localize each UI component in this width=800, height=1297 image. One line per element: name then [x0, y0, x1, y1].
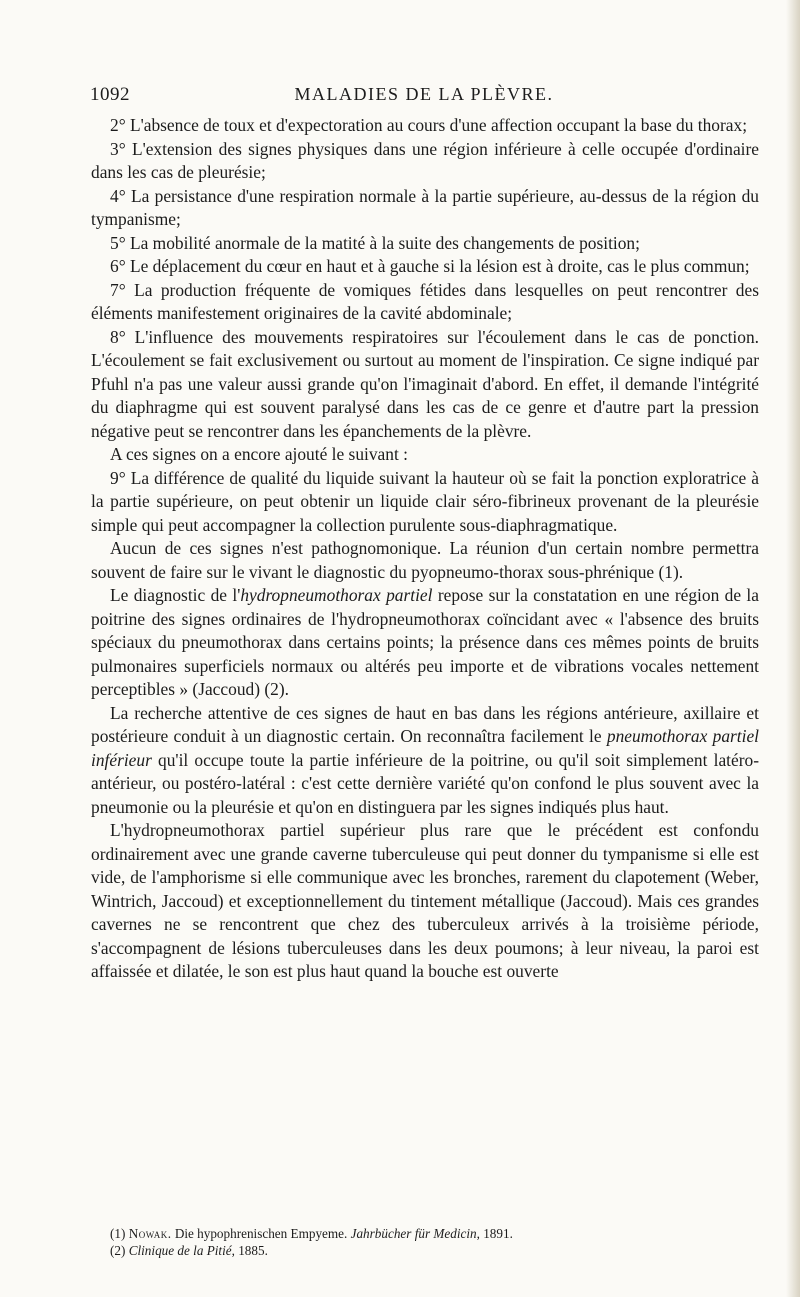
paragraph-diagnostic [91, 584, 759, 702]
term-pneumothorax-partiel-inferieur: pneumothorax partiel inférieur [91, 726, 759, 770]
list-item-5: 5° La mobilité anormale de la matité à la suite des changements de position; [110, 232, 640, 253]
footnote-journal: Clinique de la Pitié [128, 1243, 232, 1258]
paragraph-ajoute: A ces signes on a encore ajouté le suivant : [110, 444, 408, 464]
page-edge-shadow [786, 0, 800, 1297]
footnote-mark-1: (1) [110, 1226, 126, 1241]
paragraph-aucun-text: Aucun de ces signes n'est pathognomonique. La réunion d'un certain nombre permettra souvent de faire sur le vivant le diagnostic du pyopneumo-thorax sous-phrénique [91, 538, 759, 582]
list-item-6: 6° Le déplacement du cœur en haut et à gauche si la lésion est à droite, cas le plus commun; [110, 256, 750, 276]
page-number: 1092 [90, 84, 130, 105]
footnote-author: Nowak. [128, 1226, 172, 1241]
paragraph-recherche-text-b: qu'il occupe toute la partie inférieure de la poitrine, ou qu'il soit simplement latéro-antérieur, ou postéro-latéral : c'est cette dernière variété qu'on confond le plus souvent avec la pneumonie ou la pleurésie et qu'on en distinguera par les signes indiqués plus haut. [91, 749, 759, 817]
footnote-ref-1: (1). [658, 561, 684, 582]
body-text [91, 114, 759, 984]
list-item-2: 2° L'absence de toux et d'expectoration au cours d'une affection occupant la base du thorax; [110, 115, 748, 135]
footnote-1 [91, 1225, 759, 1242]
list-item-9: 9° La différence de qualité du liquide suivant la hauteur où se fait la ponction exploratrice à la partie supérieure, on peut obtenir un liquide clair séro-fibrineux provenant de la pleurésie simple qui peut accompagner la collection purulente sous-diaphragmatique. [91, 467, 759, 535]
footnote-1-year: , 1891. [476, 1226, 513, 1241]
footnote-2 [91, 1242, 759, 1259]
paragraph-diagnostic-text-b: repose sur la constatation en une région de la poitrine des signes ordinaires de l'hydropneumothorax coïncidant avec « l'absence des bruits spéciaux du pneumothorax dans certains points; la présence dans ces mêmes points de bruits pulmonaires superficiels normaux ou altérés peu importe et de vibrations vocales nettement perceptibles » (Jaccoud) [91, 585, 759, 699]
paragraph-recherche [91, 702, 759, 820]
paragraph-aucun [91, 537, 759, 584]
list-item-7: 7° La production fréquente de vomiques fétides dans lesquelles on peut rencontrer des éléments manifestement originaires de la cavité abdominale; [91, 279, 759, 323]
footnote-mark-2: (2) [110, 1243, 126, 1258]
footnotes [91, 1225, 759, 1259]
list-item-8: 8° L'influence des mouvements respiratoires sur l'écoulement dans le cas de ponction. L'écoulement se fait exclusivement ou surtout au moment de l'inspiration. Ce signe indiqué par Pfuhl n'a pas une valeur aussi grande qu'on l'imaginait d'abord. En effet, il demande l'intégrité du diaphragme qui est souvent paralysé dans les cas de ce genre et d'autre part la pression négative peut se rencontrer dans les épanchements de la plèvre. [91, 326, 759, 441]
paragraph-superieur: L'hydropneumothorax partiel supérieur plus rare que le précédent est confondu ordinairement avec une grande caverne tuberculeuse qui peut donner du tympanisme si elle est vide, de l'amphorisme si elle communique avec les bronches, rarement du clapotement (Weber, Wintrich, Jaccoud) et exceptionnellement du tintement métallique (Jaccoud). Mais ces grandes cavernes ne se rencontrent que chez des tuberculeux arrivés à la troisième période, s'accompagnent de lésions tuberculeuses dans les deux poumons; à leur niveau, la paroi est affaissée et dilatée, le son est plus haut quand la bouche est ouverte [91, 820, 759, 981]
footnote-2-year: , 1885. [231, 1243, 268, 1258]
list-item-4: 4° La persistance d'une respiration normale à la partie supérieure, au-dessus de la région du tympanisme; [91, 185, 759, 229]
footnote-1-title: Die hypophrenischen Empyeme. [171, 1226, 351, 1241]
paragraph-diagnostic-text-a: Le diagnostic de l' [110, 585, 241, 605]
running-title: MALADIES DE LA PLÈVRE. [294, 84, 554, 104]
list-item-3: 3° L'extension des signes physiques dans une région inférieure à celle occupée d'ordinaire dans les cas de pleurésie; [91, 138, 759, 182]
paragraph-recherche-text-a: La recherche attentive de ces signes de haut en bas dans les régions antérieure, axillaire et postérieure conduit à un diagnostic certain. On reconnaîtra facilement le [91, 702, 759, 746]
page-header [90, 84, 758, 110]
footnote-ref-2: (2). [264, 679, 289, 699]
footnote-journal: Jahrbücher für Medicin [350, 1226, 477, 1241]
term-hydropneumothorax-partiel: hydropneumothorax partiel [240, 585, 433, 605]
